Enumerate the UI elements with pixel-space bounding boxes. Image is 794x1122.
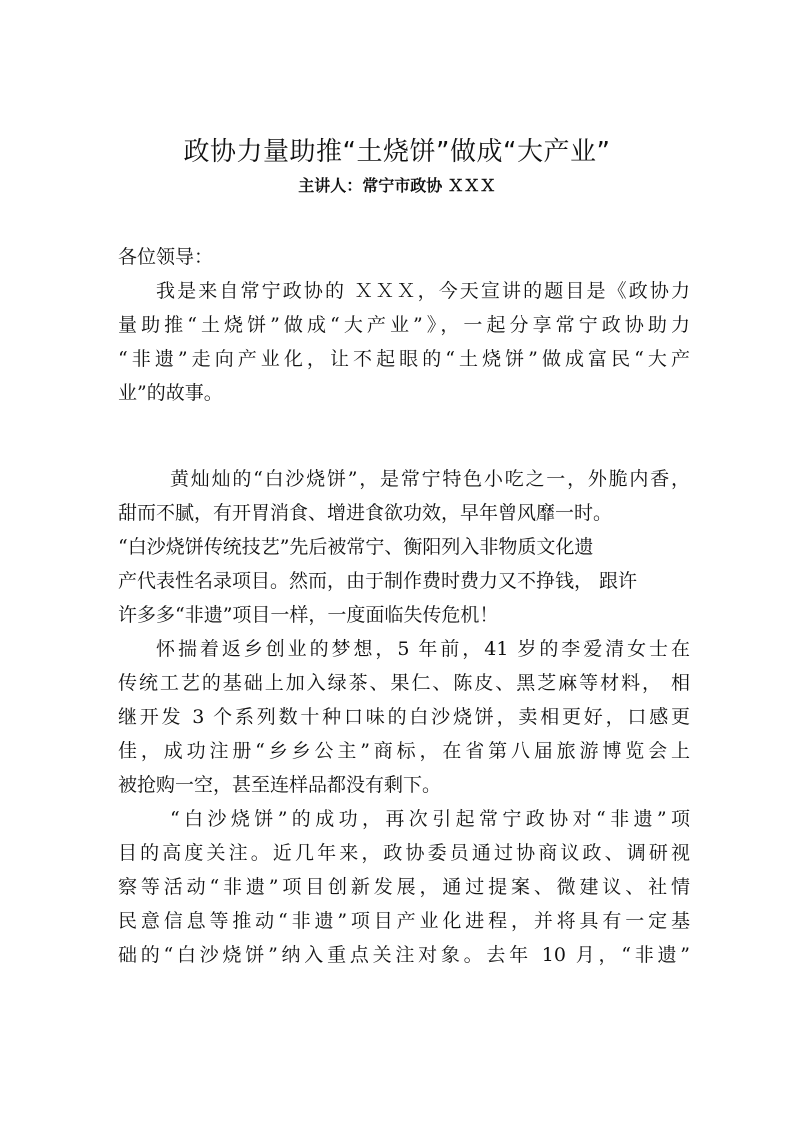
paragraph-line: 佳，成功注册“乡乡公主”商标，在省第八届旅游博览会上 xyxy=(118,740,690,762)
paragraph-line: “白沙烧饼传统技艺”先后被常宁、衡阳列入非物质文化遗 xyxy=(118,536,594,558)
paragraph-3 xyxy=(118,632,690,802)
paragraph-line: 黄灿灿的“白沙烧饼”，是常宁特色小吃之一，外脆内香， xyxy=(170,468,690,490)
paragraph-line: 产代表性名录项目。然而，由于制作费时费力又不挣钱， 跟许 xyxy=(118,570,638,592)
paragraph-line: 础的“白沙烧饼”纳入重点关注对象。去年 10 月，“非遗” xyxy=(118,944,690,966)
paragraph-line: 业”的故事。 xyxy=(118,382,223,404)
paragraph-line: 量助推“土烧饼”做成“大产业”》，一起分享常宁政协助力 xyxy=(118,314,690,336)
document-subtitle: 主讲人：常宁市政协 ＸＸＸ xyxy=(298,176,496,195)
document-body xyxy=(118,240,690,972)
paragraph-line: 继开发 3 个系列数十种口味的白沙烧饼，卖相更好，口感更 xyxy=(118,706,690,728)
paragraph-line: 察等活动“非遗”项目创新发展，通过提案、微建议、社情 xyxy=(118,876,690,898)
paragraph-line: 我是来自常宁政协的 ＸＸＸ，今天宣讲的题目是《政协力 xyxy=(156,280,690,302)
paragraph-gap xyxy=(118,410,690,462)
paragraph-line: “非遗”走向产业化，让不起眼的“土烧饼”做成富民“大产 xyxy=(118,348,690,370)
document-title: 政协力量助推“土烧饼”做成“大产业” xyxy=(183,137,611,167)
paragraph-line: 目的高度关注。近几年来，政协委员通过协商议政、调研视 xyxy=(118,842,690,864)
paragraph-line: “白沙烧饼”的成功，再次引起常宁政协对“非遗”项 xyxy=(170,808,690,830)
paragraph-line: 许多多“非遗”项目一样，一度面临失传危机！ xyxy=(118,604,499,626)
paragraph-2 xyxy=(118,462,690,632)
paragraph-line: 民意信息等推动“非遗”项目产业化进程，并将具有一定基 xyxy=(118,910,690,932)
paragraph-line: 被抢购一空，甚至连样品都没有剩下。 xyxy=(118,774,442,796)
paragraph-1 xyxy=(118,274,690,410)
salutation: 各位领导： xyxy=(118,246,214,268)
paragraph-line: 传统工艺的基础上加入绿茶、果仁、陈皮、黑芝麻等材料， 相 xyxy=(118,672,690,694)
paragraph-line: 甜而不腻，有开胃消食、增进食欲功效，早年曾风靡一时。 xyxy=(118,502,613,524)
paragraph-4 xyxy=(118,802,690,972)
paragraph-line: 怀揣着返乡创业的梦想，5 年前，41 岁的李爱清女士在 xyxy=(156,638,690,660)
